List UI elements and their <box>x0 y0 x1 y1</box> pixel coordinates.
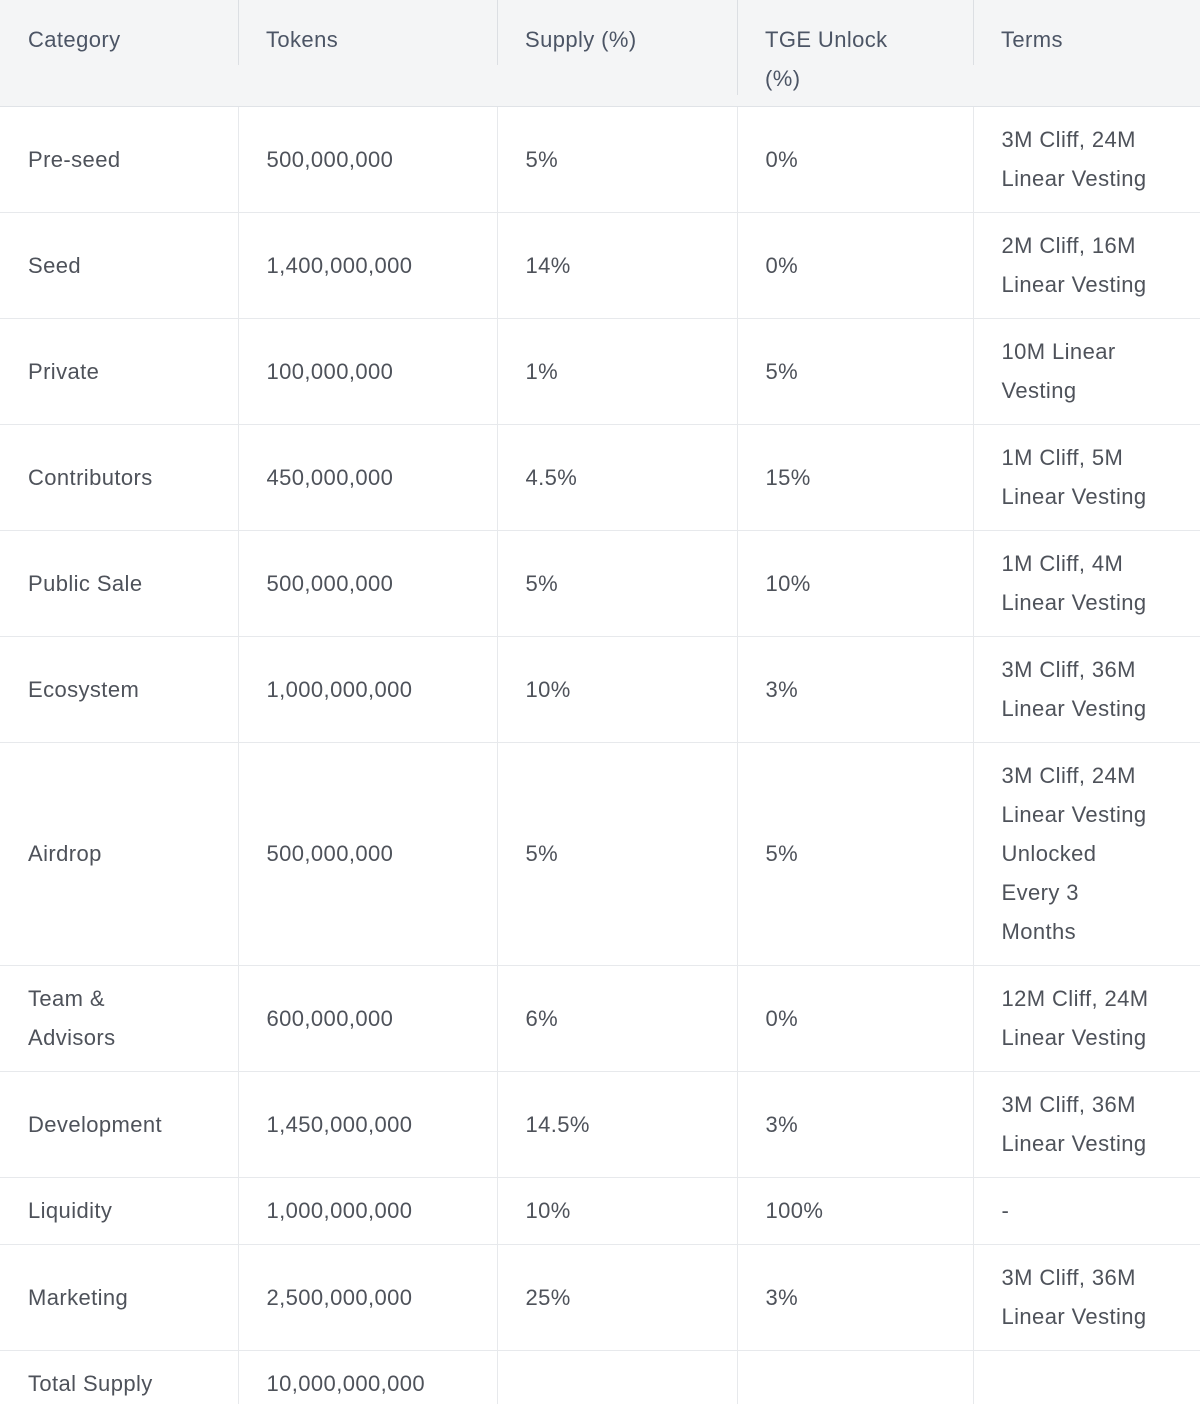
text-line: 10% <box>525 676 571 702</box>
cell-supply_pct <box>497 965 737 1071</box>
cell-tokens <box>238 965 497 1071</box>
text-line: 14% <box>525 252 571 278</box>
text-line: (%) <box>765 66 801 91</box>
text-line: 0% <box>765 146 799 172</box>
cell-tokens <box>238 530 497 636</box>
cell-category <box>0 424 238 530</box>
text-line: 500,000,000 <box>266 841 394 866</box>
cell-category <box>0 1244 238 1350</box>
cell-tge_unlock_pct <box>737 1071 973 1177</box>
cell-tge_unlock_pct <box>737 530 973 636</box>
table-row <box>0 106 1200 212</box>
cell-tokens <box>238 1244 497 1350</box>
text-line: 0% <box>765 252 799 278</box>
text-line: 1% <box>525 358 559 384</box>
cell-supply_pct <box>497 106 737 212</box>
text-line: Category <box>28 27 121 52</box>
text-line: 600,000,000 <box>266 1005 394 1031</box>
text-line: 500,000,000 <box>266 146 394 172</box>
text-line: Vesting <box>1001 378 1077 403</box>
cell-tge_unlock_pct <box>737 424 973 530</box>
column-header-terms <box>973 0 1200 106</box>
cell-tge_unlock_pct <box>737 965 973 1071</box>
text-line: 15% <box>765 464 811 490</box>
text-line: Months <box>1001 919 1077 944</box>
cell-tge_unlock_pct <box>737 636 973 742</box>
text-line: 12M Cliff, 24M <box>1001 986 1149 1011</box>
text-line: 1,450,000,000 <box>266 1111 413 1137</box>
cell-tokens <box>238 424 497 530</box>
cell-tge_unlock_pct <box>737 1244 973 1350</box>
column-header-category <box>0 0 238 106</box>
text-line: 10% <box>765 570 811 596</box>
cell-category <box>0 530 238 636</box>
cell-category <box>0 965 238 1071</box>
text-line: 100,000,000 <box>266 358 394 384</box>
table-row <box>0 1350 1200 1404</box>
column-header-supply_pct <box>497 0 737 106</box>
text-line: Linear Vesting <box>1001 1025 1147 1050</box>
cell-supply_pct <box>497 1244 737 1350</box>
text-line: 5% <box>765 358 799 384</box>
cell-tokens <box>238 742 497 965</box>
text-line: Team & <box>28 986 105 1011</box>
cell-supply_pct <box>497 424 737 530</box>
text-line: Linear Vesting <box>1001 1304 1147 1329</box>
text-line: Linear Vesting <box>1001 802 1147 827</box>
text-line: 3% <box>765 676 799 702</box>
cell-terms <box>973 318 1200 424</box>
cell-supply_pct <box>497 1350 737 1404</box>
table-row <box>0 965 1200 1071</box>
cell-terms <box>973 636 1200 742</box>
cell-supply_pct <box>497 636 737 742</box>
cell-tge_unlock_pct <box>737 1177 973 1244</box>
cell-terms <box>973 965 1200 1071</box>
cell-terms <box>973 1071 1200 1177</box>
text-line: Development <box>28 1111 163 1137</box>
text-line: 0% <box>765 1005 799 1031</box>
text-line: Linear Vesting <box>1001 696 1147 721</box>
text-line: 3% <box>765 1284 799 1310</box>
text-line: 10M Linear <box>1001 339 1116 364</box>
text-line: 2M Cliff, 16M <box>1001 233 1136 258</box>
text-line: 10,000,000,000 <box>266 1371 426 1397</box>
text-line: 100% <box>765 1198 824 1223</box>
text-line: 1,400,000,000 <box>266 252 413 278</box>
cell-category <box>0 1350 238 1404</box>
table-row <box>0 1071 1200 1177</box>
text-line: 500,000,000 <box>266 570 394 596</box>
text-line: Total Supply <box>28 1371 153 1397</box>
text-line: 5% <box>525 146 559 172</box>
cell-tge_unlock_pct <box>737 1350 973 1404</box>
cell-terms <box>973 1244 1200 1350</box>
text-line: TGE Unlock <box>765 27 888 52</box>
text-line: Contributors <box>28 464 153 490</box>
text-line: Airdrop <box>28 841 102 866</box>
table-row <box>0 742 1200 965</box>
cell-category <box>0 742 238 965</box>
table-row <box>0 636 1200 742</box>
cell-tokens <box>238 212 497 318</box>
text-line: 5% <box>525 841 559 866</box>
text-line: 4.5% <box>525 464 578 490</box>
text-line: 5% <box>525 570 559 596</box>
text-line: 450,000,000 <box>266 464 394 490</box>
text-line: 3M Cliff, 36M <box>1001 657 1136 682</box>
text-line: 1M Cliff, 4M <box>1001 551 1124 576</box>
text-line: Linear Vesting <box>1001 590 1147 615</box>
text-line: 3M Cliff, 24M <box>1001 763 1136 788</box>
text-line: Linear Vesting <box>1001 484 1147 509</box>
cell-category <box>0 212 238 318</box>
table-row <box>0 318 1200 424</box>
text-line: 2,500,000,000 <box>266 1284 413 1310</box>
text-line: 25% <box>525 1284 571 1310</box>
cell-category <box>0 318 238 424</box>
text-line: Marketing <box>28 1284 129 1310</box>
text-line: Linear Vesting <box>1001 166 1147 191</box>
table-header <box>0 0 1200 106</box>
table-row <box>0 1177 1200 1244</box>
text-line: 1,000,000,000 <box>266 676 413 702</box>
cell-supply_pct <box>497 1177 737 1244</box>
cell-terms <box>973 424 1200 530</box>
text-line: 3% <box>765 1111 799 1137</box>
text-line: Tokens <box>266 27 339 52</box>
table-header-row <box>0 0 1200 106</box>
cell-supply_pct <box>497 530 737 636</box>
cell-supply_pct <box>497 318 737 424</box>
cell-tokens <box>238 1177 497 1244</box>
cell-terms <box>973 530 1200 636</box>
text-line: Linear Vesting <box>1001 1131 1147 1156</box>
table-row <box>0 1244 1200 1350</box>
cell-tge_unlock_pct <box>737 318 973 424</box>
column-header-tge_unlock_pct <box>737 0 973 106</box>
cell-supply_pct <box>497 1071 737 1177</box>
text-line: 1,000,000,000 <box>266 1198 413 1223</box>
cell-category <box>0 106 238 212</box>
text-line: 3M Cliff, 36M <box>1001 1265 1136 1290</box>
table-row <box>0 530 1200 636</box>
cell-category <box>0 636 238 742</box>
cell-terms <box>973 742 1200 965</box>
cell-terms <box>973 212 1200 318</box>
text-line: Advisors <box>28 1025 116 1050</box>
text-line: Liquidity <box>28 1198 113 1223</box>
cell-tge_unlock_pct <box>737 106 973 212</box>
text-line: 5% <box>765 841 799 866</box>
text-line: Pre-seed <box>28 146 121 172</box>
text-line: 3M Cliff, 36M <box>1001 1092 1136 1117</box>
text-line: 6% <box>525 1005 559 1031</box>
text-line: 3M Cliff, 24M <box>1001 127 1136 152</box>
text-line: Private <box>28 358 100 384</box>
text-line: 14.5% <box>525 1111 590 1137</box>
cell-terms <box>973 1350 1200 1404</box>
cell-category <box>0 1177 238 1244</box>
table-row <box>0 212 1200 318</box>
cell-tokens <box>238 318 497 424</box>
text-line: Supply (%) <box>525 27 637 52</box>
cell-terms <box>973 1177 1200 1244</box>
cell-tge_unlock_pct <box>737 742 973 965</box>
cell-tokens <box>238 1071 497 1177</box>
cell-tokens <box>238 106 497 212</box>
column-header-tokens <box>238 0 497 106</box>
text-line: Ecosystem <box>28 676 140 702</box>
text-line: Linear Vesting <box>1001 272 1147 297</box>
cell-supply_pct <box>497 742 737 965</box>
text-line: Public Sale <box>28 570 143 596</box>
cell-supply_pct <box>497 212 737 318</box>
cell-tokens <box>238 1350 497 1404</box>
cell-tge_unlock_pct <box>737 212 973 318</box>
text-line: Unlocked <box>1001 841 1097 866</box>
text-line: 10% <box>525 1198 571 1223</box>
text-line: Seed <box>28 252 81 278</box>
text-line: Every 3 <box>1001 880 1079 905</box>
table-row <box>0 424 1200 530</box>
text-line: - <box>1001 1198 1010 1223</box>
text-line: Terms <box>1001 27 1063 52</box>
cell-category <box>0 1071 238 1177</box>
text-line: 1M Cliff, 5M <box>1001 445 1124 470</box>
cell-tokens <box>238 636 497 742</box>
table-body <box>0 106 1200 1404</box>
cell-terms <box>973 106 1200 212</box>
